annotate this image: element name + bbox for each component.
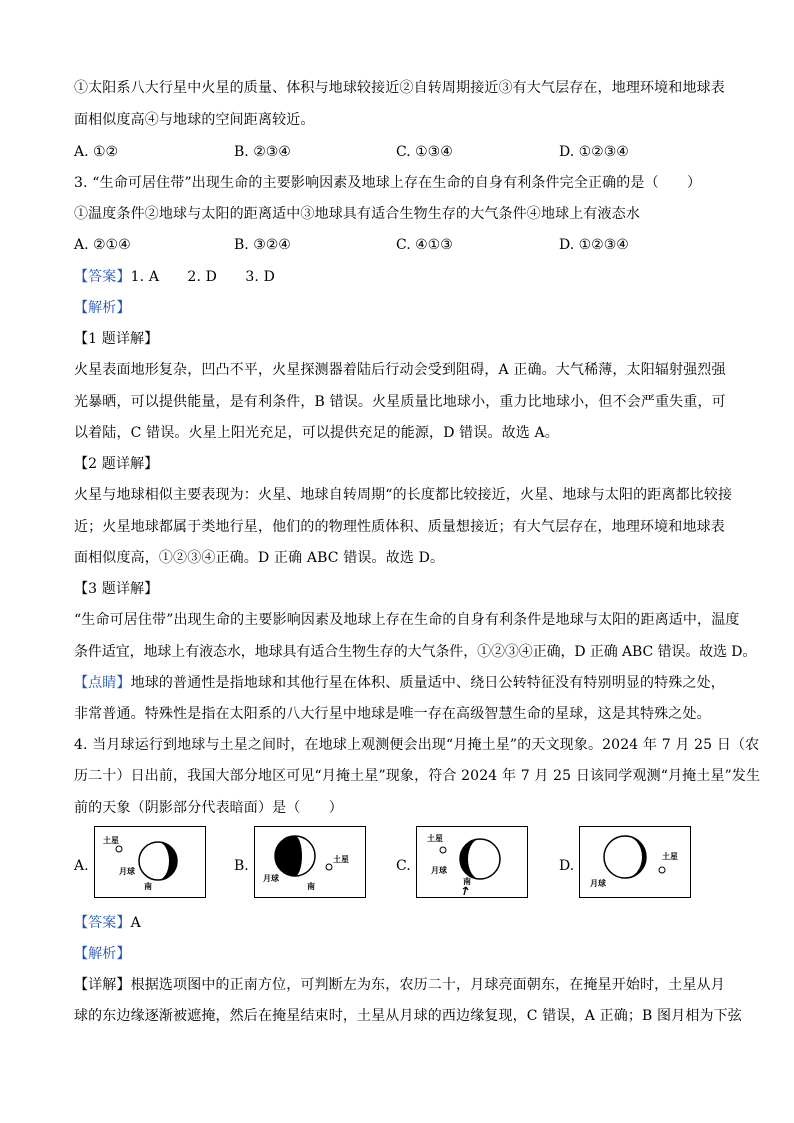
saturn-icon — [116, 846, 122, 852]
saturn-label: 土星 — [427, 834, 443, 843]
answer-4-text: A — [130, 915, 141, 931]
south-label: 南 — [463, 877, 471, 886]
detail-4-line-1: 根据选项图中的正南方位，可判断左为东，农历二十，月球亮面朝东，在掩星开始时，土星从月 — [130, 977, 725, 993]
moon-bright-fill — [605, 839, 641, 875]
analysis-4-tag: 【解析】 — [74, 946, 131, 962]
analysis-tag: 【解析】 — [74, 300, 131, 316]
q4-stem-line-1: 4. 当月球运行到地球与土星之间时，在地球上观测便会出现“月掩土星”的天文现象。2024 年 7 月 25 日（农 — [74, 737, 760, 753]
detail-1-line-2: 光暴晒，可以提供能量，是有利条件，B 错误。火星质量比地球小，重力比地球小，但不会严重失重，可 — [74, 394, 726, 410]
key-point-tag: 【点睛】 — [74, 675, 131, 691]
saturn-icon — [326, 864, 332, 870]
saturn-icon — [440, 847, 446, 853]
answer-tag: 【答案】 — [74, 269, 131, 285]
detail-2-line-2: 近；火星地球都属于类地行星，他们的的物理性质体积、质量想接近；有大气层存在，地理环境和地球表 — [74, 519, 725, 535]
detail-3-tag: 【3 题详解】 — [74, 581, 159, 597]
figure-b-letter: B. — [234, 858, 249, 874]
figure-d-box — [579, 826, 691, 898]
detail-1-line-3: 以着陆，C 错误。火星上阳光充足，可以提供充足的能源，D 错误。故选 A。 — [74, 425, 559, 441]
q3-option-d: D. ①②③④ — [559, 237, 629, 253]
moon-dark-side — [275, 836, 302, 876]
figure-c-box — [416, 826, 528, 898]
q4-stem-line-3: 前的天象（阴影部分代表暗面）是（ ） — [74, 800, 343, 816]
south-label: 南 — [307, 882, 315, 891]
key-point-line-2: 非常普通。特殊性是指在太阳系的八大行星中地球是唯一存在高级智慧生命的星球，这是其特殊之处。 — [74, 706, 711, 722]
q3-option-b: B. ③②④ — [234, 237, 291, 253]
q2-statement-line-1: ①太阳系八大行星中火星的质量、体积与地球较接近②自转周期接近③有大气层存在，地理环境和地球表 — [74, 80, 725, 96]
q2-option-d: D. ①②③④ — [559, 144, 629, 160]
q3-option-a: A. ②①④ — [74, 237, 131, 253]
answer-row — [74, 267, 275, 287]
key-point-line-1: 地球的普通性是指地球和其他行星在体积、质量适中、绕日公转特征没有特别明显的特殊之处， — [130, 675, 725, 691]
figure-c-letter: C. — [396, 858, 411, 874]
detail-2-line-3: 面相似度高，①②③④正确。D 正确 ABC 错误。故选 D。 — [74, 550, 445, 566]
figure-d-letter: D. — [559, 858, 575, 874]
detail-1-line-1: 火星表面地形复杂，凹凸不平，火星探测器着陆后行动会受到阻碍，A 正确。大气稀薄，太阳辐射强烈强 — [74, 362, 726, 378]
detail-2-line-1: 火星与地球相似主要表现为：火星、地球自转周期“的长度都比较接近，火星、地球与太阳的距离都比较接 — [74, 487, 733, 503]
south-label: 南 — [144, 882, 152, 891]
detail-3-line-1: “生命可居住带”出现生命的主要影响因素及地球上存在生命的自身有利条件是地球与太阳的距离适中，温度 — [74, 612, 740, 628]
key-point-row — [74, 673, 725, 693]
moon-label: 月球 — [431, 866, 447, 875]
figure-a-box — [94, 826, 206, 898]
answer-text: 1. A 2. D 3. D — [130, 269, 275, 285]
figure-a-letter: A. — [74, 858, 89, 874]
arrow-icon — [463, 887, 468, 895]
moon-label: 月球 — [590, 879, 606, 888]
q3-option-c: C. ④①③ — [396, 237, 453, 253]
q2-option-b: B. ②③④ — [234, 144, 291, 160]
moon-label: 月球 — [263, 874, 279, 883]
q2-statement-line-2: 面相似度高④与地球的空间距离较近。 — [74, 112, 315, 128]
saturn-icon — [659, 867, 665, 873]
q4-stem-line-2: 历二十）日出前，我国大部分地区可见“月掩土星”现象，符合 2024 年 7 月 25 日该同学观测“月掩土星”发生 — [74, 768, 761, 784]
saturn-label: 土星 — [103, 836, 119, 845]
detail-2-tag: 【2 题详解】 — [74, 456, 159, 472]
answer-4-row — [74, 913, 141, 933]
saturn-label: 土星 — [333, 855, 349, 864]
moon-label: 月球 — [119, 867, 135, 876]
detail-4-tag: 【详解】 — [74, 977, 131, 993]
q3-items: ①温度条件②地球与太阳的距离适中③地球具有适合生物生存的大气条件④地球上有液态水 — [74, 206, 640, 222]
detail-4-row — [74, 975, 725, 995]
figure-b-box — [254, 826, 366, 898]
saturn-label: 土星 — [662, 852, 678, 861]
q2-option-a: A. ①② — [74, 144, 119, 160]
detail-1-tag: 【1 题详解】 — [74, 331, 159, 347]
answer-4-tag: 【答案】 — [74, 915, 131, 931]
detail-3-line-2: 条件适宜，地球上有液态水，地球具有适合生物生存的大气条件，①②③④正确，D 正确 ABC 错误。故选 D。 — [74, 644, 757, 660]
q2-option-c: C. ①③④ — [396, 144, 453, 160]
detail-4-line-2: 球的东边缘逐渐被遮掩，然后在掩星结束时，土星从月球的西边缘复现，C 错误，A 正确；B 图月相为下弦 — [74, 1008, 742, 1024]
q3-stem: 3. “生命可居住带”出现生命的主要影响因素及地球上存在生命的自身有利条件完全正确的是（ ） — [74, 175, 702, 191]
